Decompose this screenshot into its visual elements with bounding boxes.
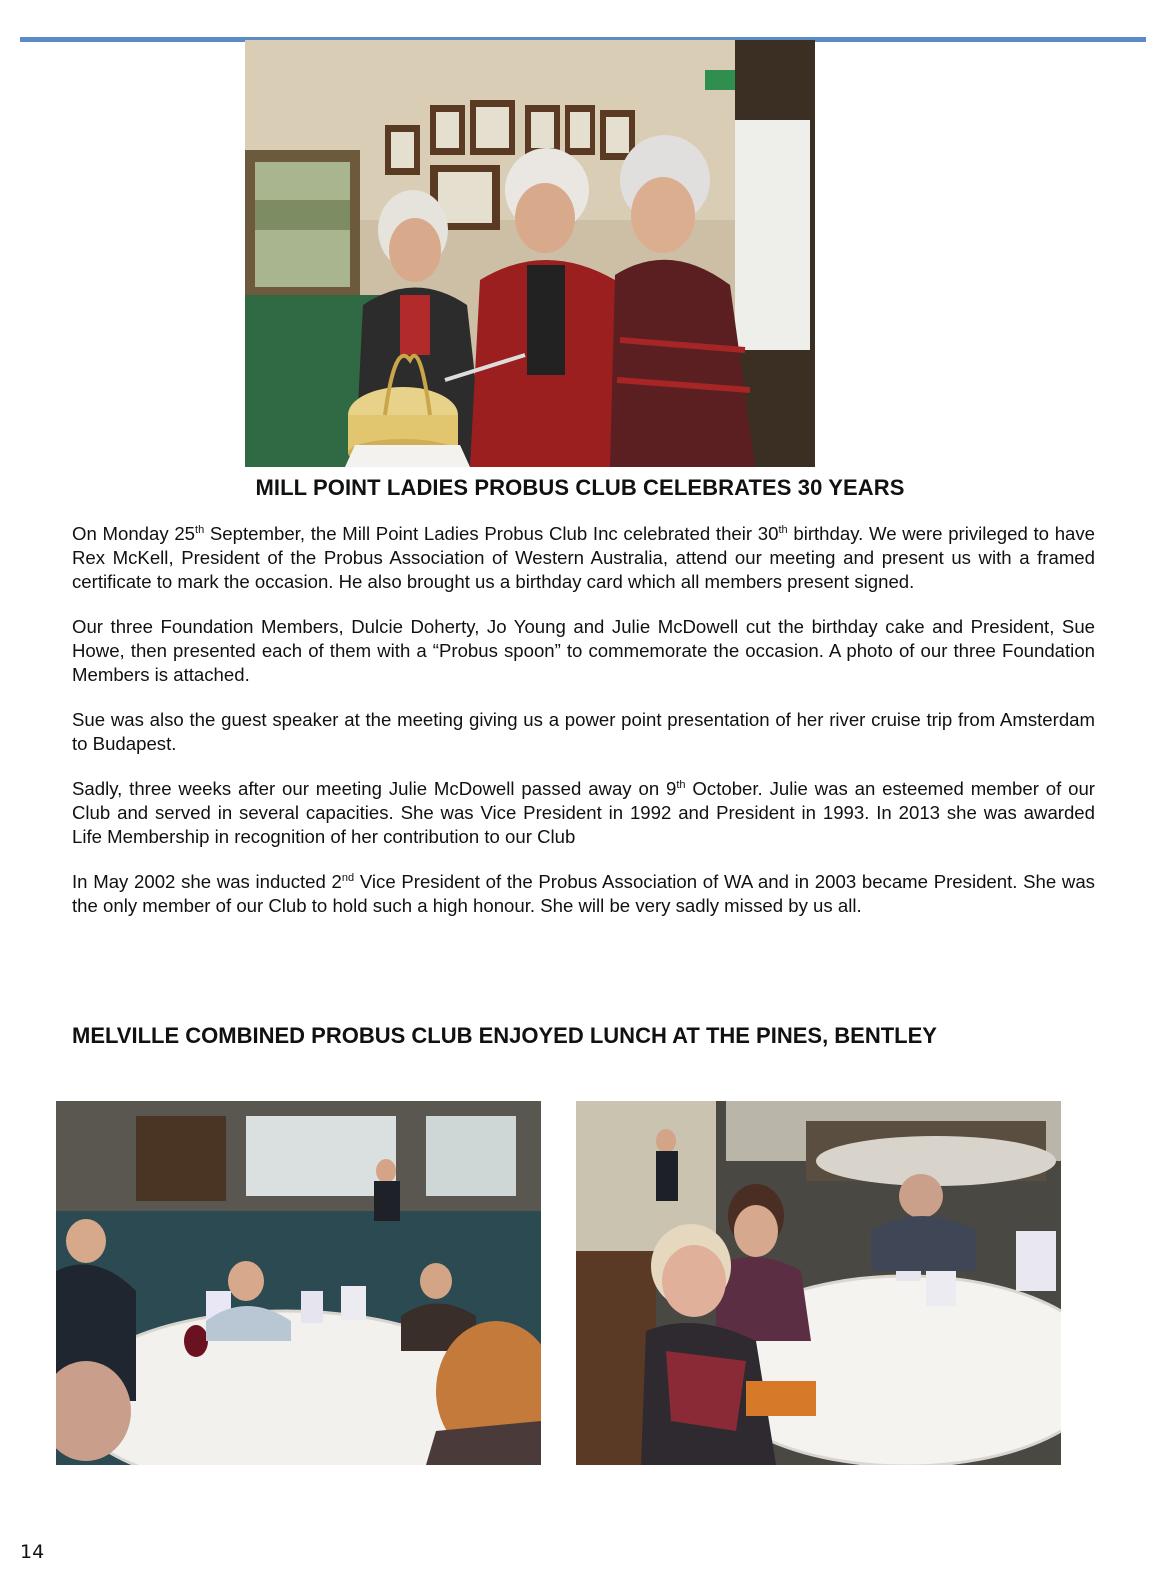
paragraph-4: Sadly, three weeks after our meeting Julie McDowell passed away on 9th October. Julie was an esteemed member of our Club and served in several capacities. She was Vice President in 1992 and President in 1993. In 2013 she was awarded Life Membership in recognition of her contribution to our Club xyxy=(72,778,1095,847)
paragraph-2: Our three Foundation Members, Dulcie Doherty, Jo Young and Julie McDowell cut the birthday cake and President, Sue Howe, then presented each of them with a “Probus spoon” to commemorate the occasion. A photo of our three Foundation Members is attached. xyxy=(72,616,1095,685)
paragraph-1: On Monday 25th September, the Mill Point Ladies Probus Club Inc celebrated their 30th birthday. We were privileged to have Rex McKell, President of the Probus Association of Western Australia, attend our meeting and present us with a framed certificate to mark the occasion. He also brought us a birthday card which all members present signed. xyxy=(72,523,1096,592)
article-title: MILL POINT LADIES PROBUS CLUB CELEBRATES 30 YEARS xyxy=(255,475,905,500)
paragraph-3: Sue was also the guest speaker at the meeting giving us a power point presentation of her river cruise trip from Amsterdam to Budapest. xyxy=(72,709,1095,754)
cake-cutting-photo xyxy=(245,40,815,467)
lunch-photo-left xyxy=(56,1101,541,1465)
paragraph-5: In May 2002 she was inducted 2nd Vice President of the Probus Association of WA and in 2003 became President. She was the only member of our Club to hold such a high honour. She will be very sadly missed by us all. xyxy=(72,871,1095,916)
article-body xyxy=(72,522,1095,939)
lunch-photo-right xyxy=(576,1101,1061,1465)
section-title: MELVILLE COMBINED PROBUS CLUB ENJOYED LUNCH AT THE PINES, BENTLEY xyxy=(72,1023,937,1048)
page-number: 14 xyxy=(20,1541,45,1563)
